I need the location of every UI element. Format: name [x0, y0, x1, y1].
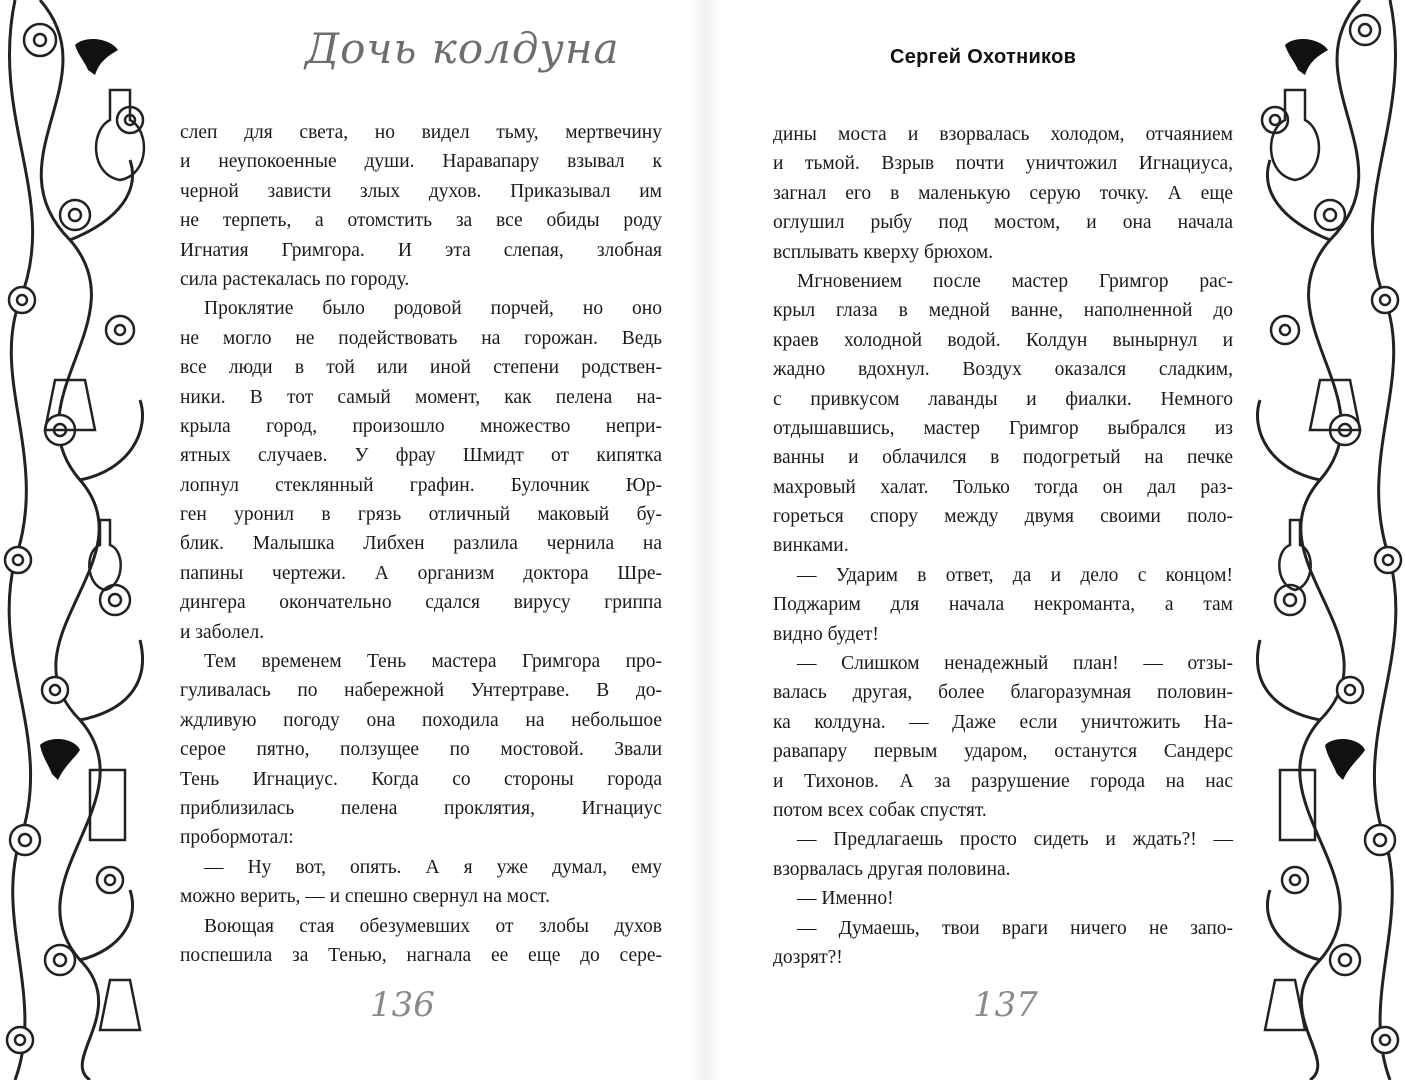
text-line: серое пятно, ползущее по мостовой. Звали	[180, 739, 662, 761]
text-line: — Слишком ненадежный план! — отзы-	[797, 653, 1233, 675]
text-line: видно будет!	[773, 623, 879, 645]
text-line: равапару первым ударом, останутся Сандерс	[773, 741, 1233, 763]
text-line: ген уронил в грязь отличный маковый бу-	[180, 504, 662, 526]
text-line: и неупокоенные души. Наравапару взывал к	[180, 151, 662, 173]
text-line: крыл глаза в медной ванне, наполненной до	[773, 300, 1233, 322]
author-name-header: Сергей Охотников	[890, 46, 1077, 68]
text-line: не могло не подействовать на горожан. Ведь	[180, 327, 662, 349]
text-line: дины моста и взорвалась холодом, отчаянием	[773, 124, 1233, 145]
text-line: — Предлагаешь просто сидеть и ждать?! —	[797, 829, 1233, 851]
text-line: — Ну вот, опять. А я уже думал, ему	[204, 856, 662, 878]
text-line: махровый халат. Только тогда он дал раз-	[773, 476, 1233, 498]
right-page-text	[773, 120, 1233, 972]
left-ornament-border	[0, 0, 165, 1080]
text-line: все люди в той или иной степени родствен-	[180, 357, 662, 379]
text-line: Игнатия Гримгора. И эта слепая, злобная	[180, 239, 662, 261]
right-ornament-border	[1240, 0, 1405, 1080]
text-line: Поджарим для начала некроманта, а там	[773, 594, 1233, 616]
left-running-header	[285, 18, 695, 88]
text-line: винками.	[773, 535, 849, 557]
text-line: сила растекалась по городу.	[180, 268, 410, 290]
text-line: папины чертежи. А организм доктора Шре-	[180, 562, 662, 584]
text-line: приблизилась пелена проклятия, Игнациус	[180, 797, 662, 819]
text-line: жадно вдохнул. Воздух оказался сладким,	[773, 359, 1233, 381]
text-line: Мгновением после мастер Гримгор рас-	[797, 270, 1233, 292]
text-line: поспешила за Тенью, нагнала ее еще до сере-	[180, 944, 662, 966]
text-line: дингера окончательно сдался вирусу гриппа	[180, 592, 662, 614]
right-page-number: 137	[973, 985, 1038, 1025]
text-line: взорвалась другая половина.	[773, 858, 1011, 880]
text-line: гуливалась по набережной Унтертраве. В до-	[180, 680, 662, 702]
text-line: — Именно!	[797, 888, 894, 910]
text-line: Тем временем Тень мастера Гримгора про-	[204, 651, 662, 673]
right-page	[705, 0, 1245, 1080]
text-line: можно верить, — и спешно свернул на мост.	[180, 886, 550, 908]
book-title-header: Дочь колдуна	[305, 24, 620, 73]
left-page-number: 136	[370, 985, 435, 1025]
text-line: дозрят?!	[773, 946, 843, 968]
text-line: пробормотал:	[180, 827, 294, 849]
text-line: крыла город, произошло множество непри-	[180, 415, 662, 437]
text-line: валась другая, более благоразумная половин-	[773, 682, 1233, 704]
text-line: ники. В тот самый момент, как пелена на-	[180, 386, 662, 408]
text-line: и тьмой. Взрыв почти уничтожил Игнациуса,	[773, 153, 1233, 175]
text-line: Воющая стая обезумевших от злобы духов	[204, 915, 662, 937]
text-line: краев холодной водой. Колдун вынырнул и	[773, 329, 1233, 351]
text-line: ждливую погоду она походила на небольшое	[180, 709, 662, 731]
text-line: и Тихонов. А за разрушение города на нас	[773, 770, 1233, 792]
text-line: ятных случаев. У фрау Шмидт от кипятка	[180, 445, 662, 467]
text-line: — Думаешь, твои враги ничего не запо-	[797, 917, 1233, 939]
text-line: отдышавшись, мастер Гримгор выбрался из	[773, 417, 1233, 439]
text-line: загнал его в маленькую серую точку. А еще	[773, 182, 1233, 204]
text-line: и заболел.	[180, 621, 265, 643]
left-page	[165, 0, 700, 1080]
text-line: Тень Игнациус. Когда со стороны города	[180, 768, 662, 790]
text-line: с привкусом лаванды и фиалки. Немного	[773, 388, 1233, 410]
text-line: потом всех собак спустят.	[773, 799, 987, 821]
text-line: ка колдуна. — Даже если уничтожить На-	[773, 711, 1233, 733]
text-line: гореться спору между двумя своими поло-	[773, 506, 1233, 528]
text-line: черной зависти злых духов. Приказывал им	[180, 180, 662, 202]
text-line: Проклятие было родовой порчей, но оно	[204, 298, 662, 320]
text-line: лопнул стеклянный графин. Булочник Юр-	[180, 474, 662, 496]
text-line: блик. Малышка Либхен разлила чернила на	[180, 533, 662, 555]
text-line: слеп для света, но видел тьму, мертвечину	[180, 122, 662, 143]
text-line: всплывать кверху брюхом.	[773, 241, 994, 263]
text-line: ванны и облачился в подогретый на печке	[773, 447, 1233, 469]
text-line: не терпеть, а отомстить за все обиды роду	[180, 210, 662, 232]
left-page-text	[180, 118, 662, 970]
text-line: оглушил рыбу под мостом, и она начала	[773, 212, 1233, 234]
text-line: — Ударим в ответ, да и дело с концом!	[797, 564, 1233, 586]
